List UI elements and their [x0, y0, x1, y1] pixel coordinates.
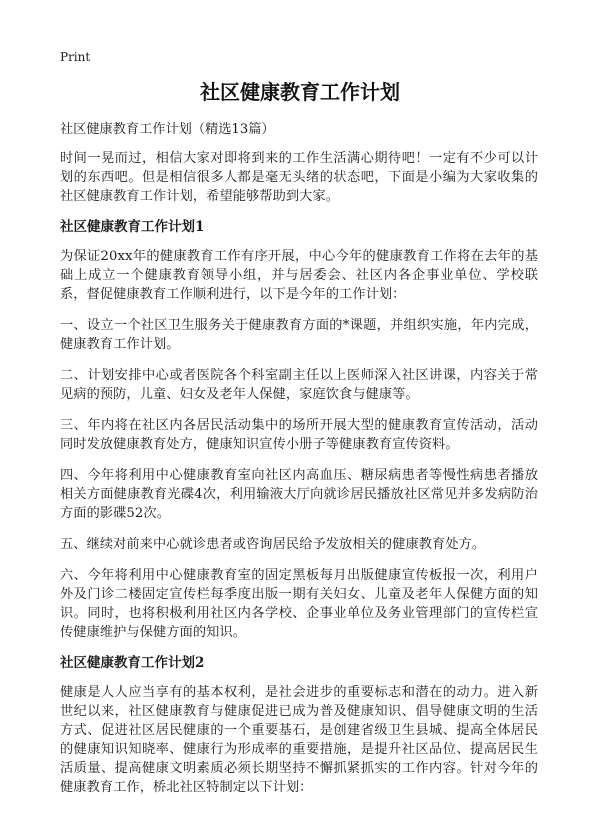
- section-2-paragraph: 健康是人人应当享有的基本权利，是社会进步的重要标志和潜在的动力。进入新世纪以来，社区健康教育与健康促进已成为普及健康知识、倡导健康文明的生活方式、促进社区居民健康的一个重要基石，是创建省级卫生县城、提高全体居民的健康知识知晓率、健康行为形成率的重要措施，是提升社区品位、提高居民生活质量、提高健康文明素质必须长期坚持不懈抓紧抓实的工作内容。针对今年的健康教育工作，桥北社区特制定以下计划：: [60, 685, 538, 795]
- section-heading-1: 社区健康教育工作计划1: [60, 219, 205, 235]
- page-title: 社区健康教育工作计划: [200, 80, 400, 104]
- document-subtitle: 社区健康教育工作计划（精选13篇）: [60, 122, 275, 137]
- section-1-paragraph: 一、设立一个社区卫生服务关于健康教育方面的*课题，并组织实施，年内完成，健康教育工作计划。: [60, 318, 538, 352]
- section-1-paragraph: 二、计划安排中心或者医院各个科室副主任以上医师深入社区讲课，内容关于常见病的预防，儿童、妇女及老年人保健，家庭饮食与健康等。: [60, 368, 538, 402]
- section-1-paragraph: 四、今年将利用中心健康教育室向社区内高血压、糖尿病患者等慢性病患者播放相关方面健康教育光碟4次，利用输液大厅向就诊居民播放社区常见并多发病防治方面的影碟52次。: [60, 468, 538, 521]
- intro-paragraph: 时间一晃而过，相信大家对即将到来的工作生活满心期待吧！一定有不少可以计划的东西吧。但是相信很多人都是毫无头绪的状态吧，下面是小编为大家收集的社区健康教育工作计划，希望能够帮助到大家。: [60, 151, 538, 204]
- section-1-paragraph: 为保证20xx年的健康教育工作有序开展，中心今年的健康教育工作将在去年的基础上成立一个健康教育领导小组，并与居委会、社区内各企事业单位、学校联系，督促健康教育工作顺利进行，以下是今年的工作计划：: [60, 249, 538, 302]
- section-1-paragraph: 三、年内将在社区内各居民活动集中的场所开展大型的健康教育宣传活动，活动同时发放健康教育处方，健康知识宣传小册子等健康教育宣传资料。: [60, 418, 538, 452]
- document-body: [60, 120, 538, 809]
- section-1-paragraph: 五、继续对前来中心就诊患者或咨询居民给予发放相关的健康教育处方。: [60, 537, 486, 552]
- print-link[interactable]: Print: [60, 50, 91, 64]
- section-1-paragraph: 六、今年将利用中心健康教育室的固定黑板每月出版健康宣传板报一次，利用户外及门诊二楼固定宣传栏每季度出版一期有关妇女、儿童及老年人保健方面的知识。同时，也将积极利用社区内各学校、企事业单位及务业管理部门的宣传栏宣传健康维护与保健方面的知识。: [60, 568, 538, 640]
- section-heading-2: 社区健康教育工作计划2: [60, 655, 205, 671]
